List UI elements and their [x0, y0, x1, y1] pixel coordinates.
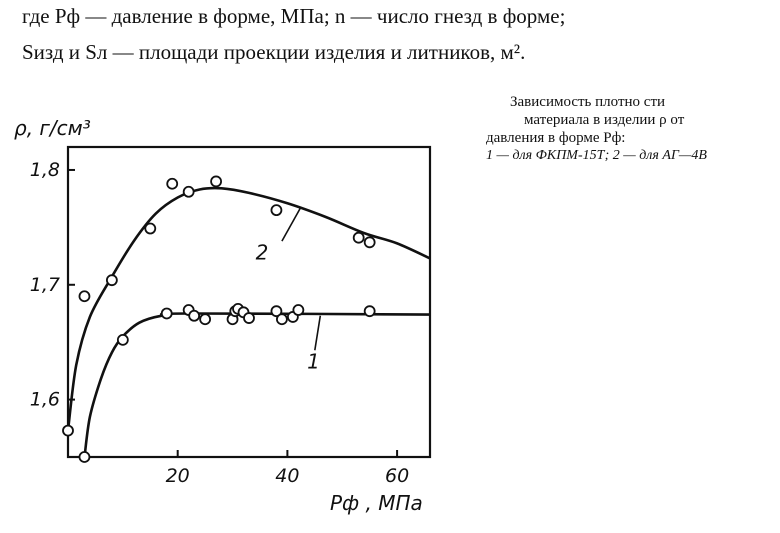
- data-points: [63, 176, 375, 462]
- data-point-series-2: [145, 224, 155, 234]
- series-1-leader: [315, 316, 320, 350]
- data-point-series-2: [184, 187, 194, 197]
- caption-line-2: материала в изделии ρ от: [524, 112, 685, 128]
- caption-line-3: давления в форме Pф:: [486, 130, 626, 146]
- series-2-leader: [282, 207, 301, 241]
- series-2-label: 2: [255, 240, 269, 265]
- data-point-series-1: [365, 306, 375, 316]
- y-tick-label: 1,7: [29, 273, 60, 296]
- data-point-series-2: [271, 205, 281, 215]
- data-point-series-2: [63, 426, 73, 436]
- data-point-series-2: [79, 291, 89, 301]
- data-point-series-2: [211, 176, 221, 186]
- y-axis-title: ρ, г/см³: [14, 116, 91, 140]
- x-tick-label: 60: [384, 465, 410, 487]
- data-point-series-1: [189, 311, 199, 321]
- caption-line-1: Зависимость плотно сти: [510, 94, 666, 110]
- data-point-series-1: [118, 335, 128, 345]
- text-line-1: где Pф — давление в форме, МПа; n — число гнезд в форме;: [22, 4, 566, 28]
- data-point-series-1: [293, 305, 303, 315]
- curve-series-2: [68, 188, 430, 431]
- y-tick-label: 1,8: [29, 158, 60, 181]
- data-point-series-2: [167, 179, 177, 189]
- data-point-series-1: [162, 308, 172, 318]
- data-point-series-2: [365, 237, 375, 247]
- figure-caption: [486, 93, 776, 165]
- data-point-series-2: [107, 275, 117, 285]
- data-point-series-1: [277, 314, 287, 324]
- data-point-series-1: [244, 313, 254, 323]
- x-tick-label: 20: [165, 465, 190, 487]
- caption-line-4: 1 — для ФКПМ-15Т; 2 — для АГ—4В: [486, 148, 707, 163]
- x-axis-title: Pф , МПа: [330, 491, 423, 515]
- y-tick-label: 1,6: [29, 388, 60, 411]
- density-pressure-chart: [0, 100, 470, 533]
- data-point-series-1: [200, 314, 210, 324]
- curve-series-1: [85, 313, 431, 457]
- data-point-series-1: [79, 452, 89, 462]
- data-point-series-2: [354, 233, 364, 243]
- series-labels: [256, 207, 321, 374]
- x-tick-label: 40: [275, 465, 300, 487]
- text-line-2: Sизд и Sл — площади проекции изделия и литников, м².: [22, 40, 526, 64]
- series-1-label: 1: [307, 349, 320, 374]
